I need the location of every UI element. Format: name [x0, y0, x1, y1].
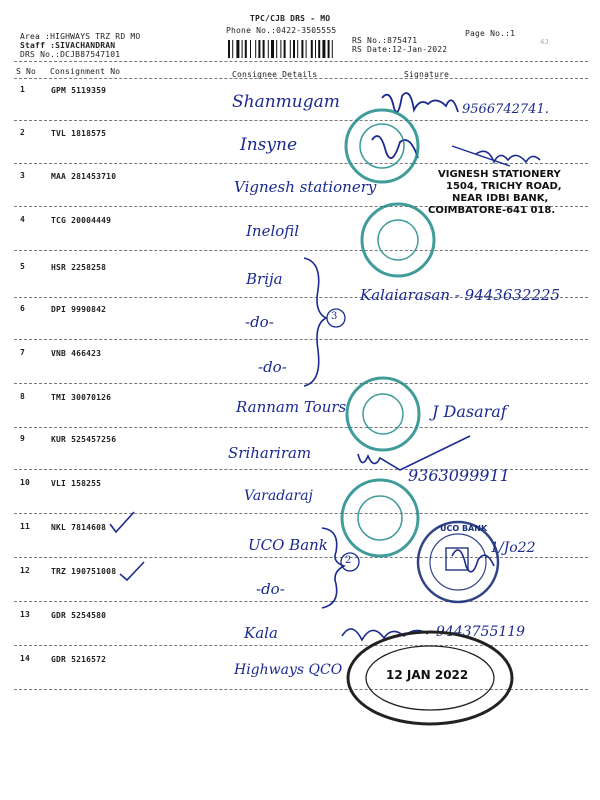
phone-number: Phone No.:0422-3505555: [226, 26, 337, 35]
row-consignment-no: GDR 5216572: [51, 655, 107, 664]
bracket-2-number: 2: [345, 555, 352, 566]
consignee-hand-12: -do-: [256, 580, 285, 598]
row-sno: 8: [20, 392, 26, 401]
row-consignment-no: TCG 20004449: [51, 216, 112, 225]
row-sno: 12: [20, 566, 31, 575]
consignee-hand-3: Vignesh stationery: [234, 178, 377, 196]
row-sno: 5: [20, 262, 26, 271]
date-stamp-text: 12 JAN 2022: [386, 668, 469, 682]
consignee-hand-8: Rannam Tours: [236, 398, 347, 416]
row-consignment-no: TMI 30070126: [51, 393, 112, 402]
col-consignee: Consignee Details: [232, 70, 318, 79]
row-consignment-no: HSR 2258258: [51, 263, 107, 272]
row-sno: 3: [20, 171, 26, 180]
rs-number: RS No.:875471: [352, 36, 418, 45]
row-consignment-no: NKL 7814608: [51, 523, 107, 532]
drs-number: DRS No.:DCJB87547101: [20, 50, 121, 59]
col-sno: S No: [16, 67, 37, 76]
area-label: Area :HIGHWAYS TRZ RD MO: [20, 32, 141, 41]
row-sno: 13: [20, 610, 31, 619]
row-sno: 7: [20, 348, 26, 357]
document-title: TPC/CJB DRS - MO: [250, 14, 331, 23]
row-consignment-no: TVL 1818575: [51, 129, 107, 138]
row-consignment-no: GDR 5254580: [51, 611, 107, 620]
consignee-hand-6: -do-: [245, 313, 274, 331]
row-consignment-no: VNB 466423: [51, 349, 102, 358]
uco-bank-stamp: [418, 522, 498, 602]
handwritten-j-dasaraf: J Dasaraf: [432, 402, 507, 421]
handwritten-phone-2: 9363099911: [408, 466, 510, 485]
row-sno: 9: [20, 434, 26, 443]
row-consignment-no: TRZ 190751008: [51, 567, 117, 576]
consignee-hand-11: UCO Bank: [248, 536, 328, 554]
row-sno: 4: [20, 215, 26, 224]
consignee-hand-4: Inelofil: [246, 222, 300, 240]
vignesh-stamp-line2: 1504, TRICHY ROAD,: [446, 181, 562, 192]
corner-mark: 4J: [540, 38, 549, 46]
round-stamp-row-4: [362, 204, 434, 276]
consignee-hand-10: Varadaraj: [244, 488, 313, 504]
handwritten-kalaiarasan: Kalaiarasan - 9443632225: [360, 286, 561, 304]
uco-bank-stamp-label: UCO BANK: [440, 524, 488, 533]
col-signature: Signature: [404, 70, 450, 79]
row-sno: 6: [20, 304, 26, 313]
round-stamp-row-10: [342, 480, 418, 556]
col-consignment: Consignment No: [50, 67, 121, 76]
round-stamp-row-2: [346, 110, 418, 182]
row-consignment-no: VLI 158255: [51, 479, 102, 488]
handwritten-uco-note: 1/Jo22: [490, 540, 536, 556]
consignee-hand-9: Srihariram: [228, 444, 312, 462]
staff-label: Staff :SIVACHANDRAN: [20, 41, 116, 50]
rs-date: RS Date:12-Jan-2022: [352, 45, 448, 54]
page-number: Page No.:1: [465, 29, 516, 38]
row-consignment-no: MAA 281453710: [51, 172, 117, 181]
handwritten-phone-3: 9443755119: [436, 624, 526, 640]
row-sno: 10: [20, 478, 31, 487]
consignee-hand-13: Kala: [244, 624, 278, 642]
handwritten-phone-1: 9566742741.: [462, 102, 549, 117]
consignee-hand-7: -do-: [258, 358, 287, 376]
row-sno: 11: [20, 522, 31, 531]
consignee-hand-2: Insyne: [240, 135, 298, 155]
row-sno: 14: [20, 654, 31, 663]
row-consignment-no: DPI 9990842: [51, 305, 107, 314]
row-sno: 1: [20, 85, 26, 94]
row-consignment-no: GPM 5119359: [51, 86, 107, 95]
vignesh-stamp-line4: COIMBATORE-641 018.: [428, 205, 556, 216]
consignee-hand-14: Highways QCO: [234, 662, 343, 678]
row-consignment-no: KUR 525457256: [51, 435, 117, 444]
bracket-1-number: 3: [331, 311, 338, 322]
round-stamp-row-8: [347, 378, 419, 450]
vignesh-stamp-line1: VIGNESH STATIONERY: [438, 169, 561, 180]
consignee-hand-5: Brija: [246, 270, 283, 288]
consignee-hand-1: Shanmugam: [232, 92, 340, 112]
row-sno: 2: [20, 128, 26, 137]
vignesh-stamp-line3: NEAR IDBI BANK,: [452, 193, 549, 204]
